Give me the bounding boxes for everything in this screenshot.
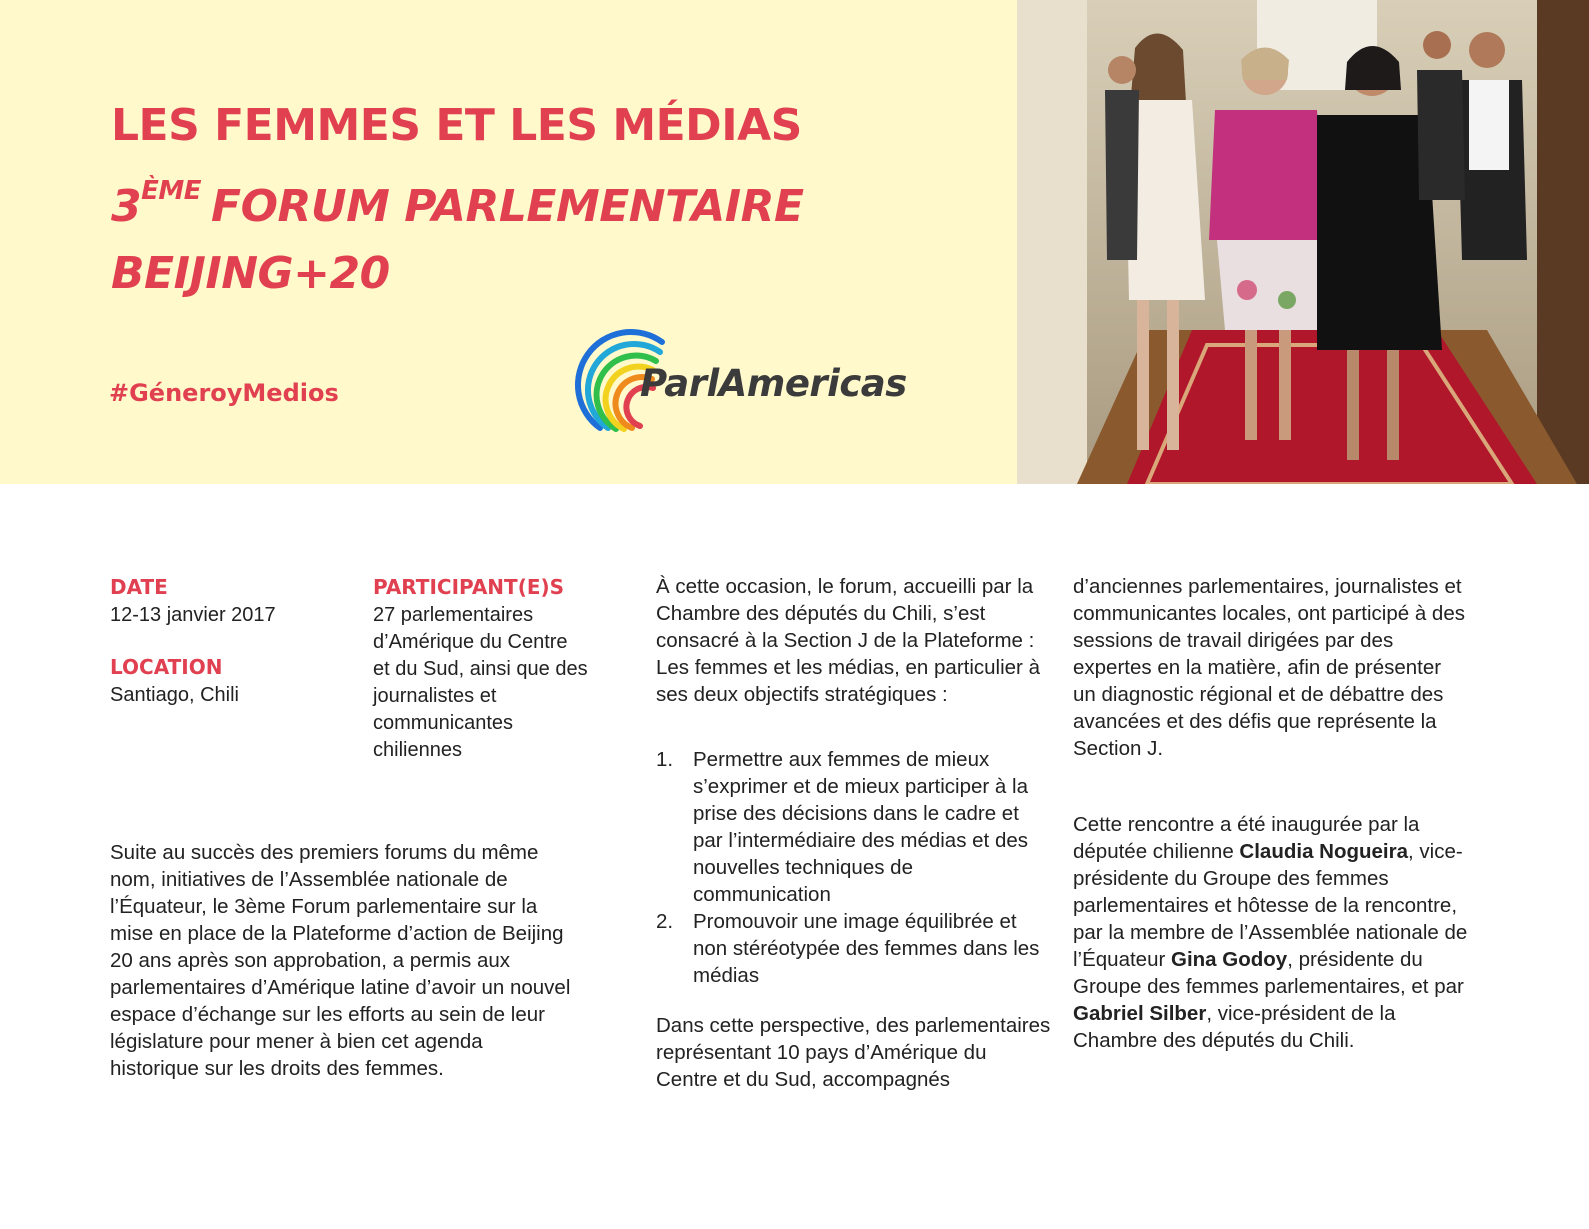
speaker-name: Gabriel Silber xyxy=(1073,1002,1207,1025)
intro-paragraph: Suite au succès des premiers forums du même nom, initiatives de l’Assemblée nationale de l’Équateur, le 3ème Forum parlementaire sur la mise en place de la Plateforme d’action de Beijing 20 ans après son approbation, a permis aux parlementaires d’Amérique latine d’avoir un nouvel espace d’échange sur les efforts au sein de leur législature pour mener à bien cet agenda historique sur les droits des femmes. xyxy=(110,841,571,1080)
speaker-name: Claudia Nogueira xyxy=(1239,840,1409,863)
location-label: LOCATION xyxy=(110,655,223,679)
perspective-paragraph: Dans cette perspective, des parlementaires représentant 10 pays d’Amérique du Centre et du Sud, accompagnés xyxy=(656,1014,1051,1091)
date-value: 12-13 janvier 2017 xyxy=(110,604,276,626)
location-value: Santiago, Chili xyxy=(110,684,239,706)
inauguration-paragraph: Cette rencontre a été inaugurée par la députée chilienne Claudia Nogueira, vice- présidente du Groupe des femmes parlementaires et hôtesse de la rencontre, par la membre de l’Assemblée nationale de l’Équateur Gina Godoy, présidente du Groupe des femmes parlementaires, et par Gabriel Silber, vice-président de la Chambre des députés du Chili. xyxy=(1073,813,1468,1052)
title-line-1: LES FEMMES ET LES MÉDIAS xyxy=(111,100,802,151)
participants-value: 27 parlementaires d’Amérique du Centre et du Sud, ainsi que des journalistes et communicantes chiliennes xyxy=(373,604,588,761)
forum-paragraph: À cette occasion, le forum, accueilli par la Chambre des députés du Chili, s’est consacré à la Section J de la Plateforme : Les femmes et les médias, en particulier à ses deux objectifs stratégiques : xyxy=(656,575,1040,706)
event-photo xyxy=(1017,0,1589,484)
objective-item: 1. Permettre aux femmes de mieux s’exprimer et de mieux participer à la prise des décisions dans le cadre et par l’intermédiaire des médias et des nouvelles techniques de communication xyxy=(656,748,1028,906)
sessions-paragraph: d’anciennes parlementaires, journalistes et communicantes locales, ont participé à des sessions de travail dirigées par des expertes en la matière, afin de présenter un diagnostic régional et de débattre des avancées et des défis que représente la Section J. xyxy=(1073,575,1465,760)
date-label: DATE xyxy=(110,575,168,599)
parlamericas-logo-text: ParlAmericas xyxy=(640,362,907,405)
speaker-name: Gina Godoy xyxy=(1171,948,1288,971)
objective-item: 2. Promouvoir une image équilibrée et non stéréotypée des femmes dans les médias xyxy=(656,910,1040,987)
participants-label: PARTICIPANT(E)S xyxy=(373,575,565,599)
objectives-list xyxy=(656,746,1039,989)
hashtag: #GéneroyMedios xyxy=(109,379,339,407)
title-line-3: BEIJING+20 xyxy=(111,248,390,299)
title-line-2: 3ÈME FORUM PARLEMENTAIRE xyxy=(111,176,804,232)
